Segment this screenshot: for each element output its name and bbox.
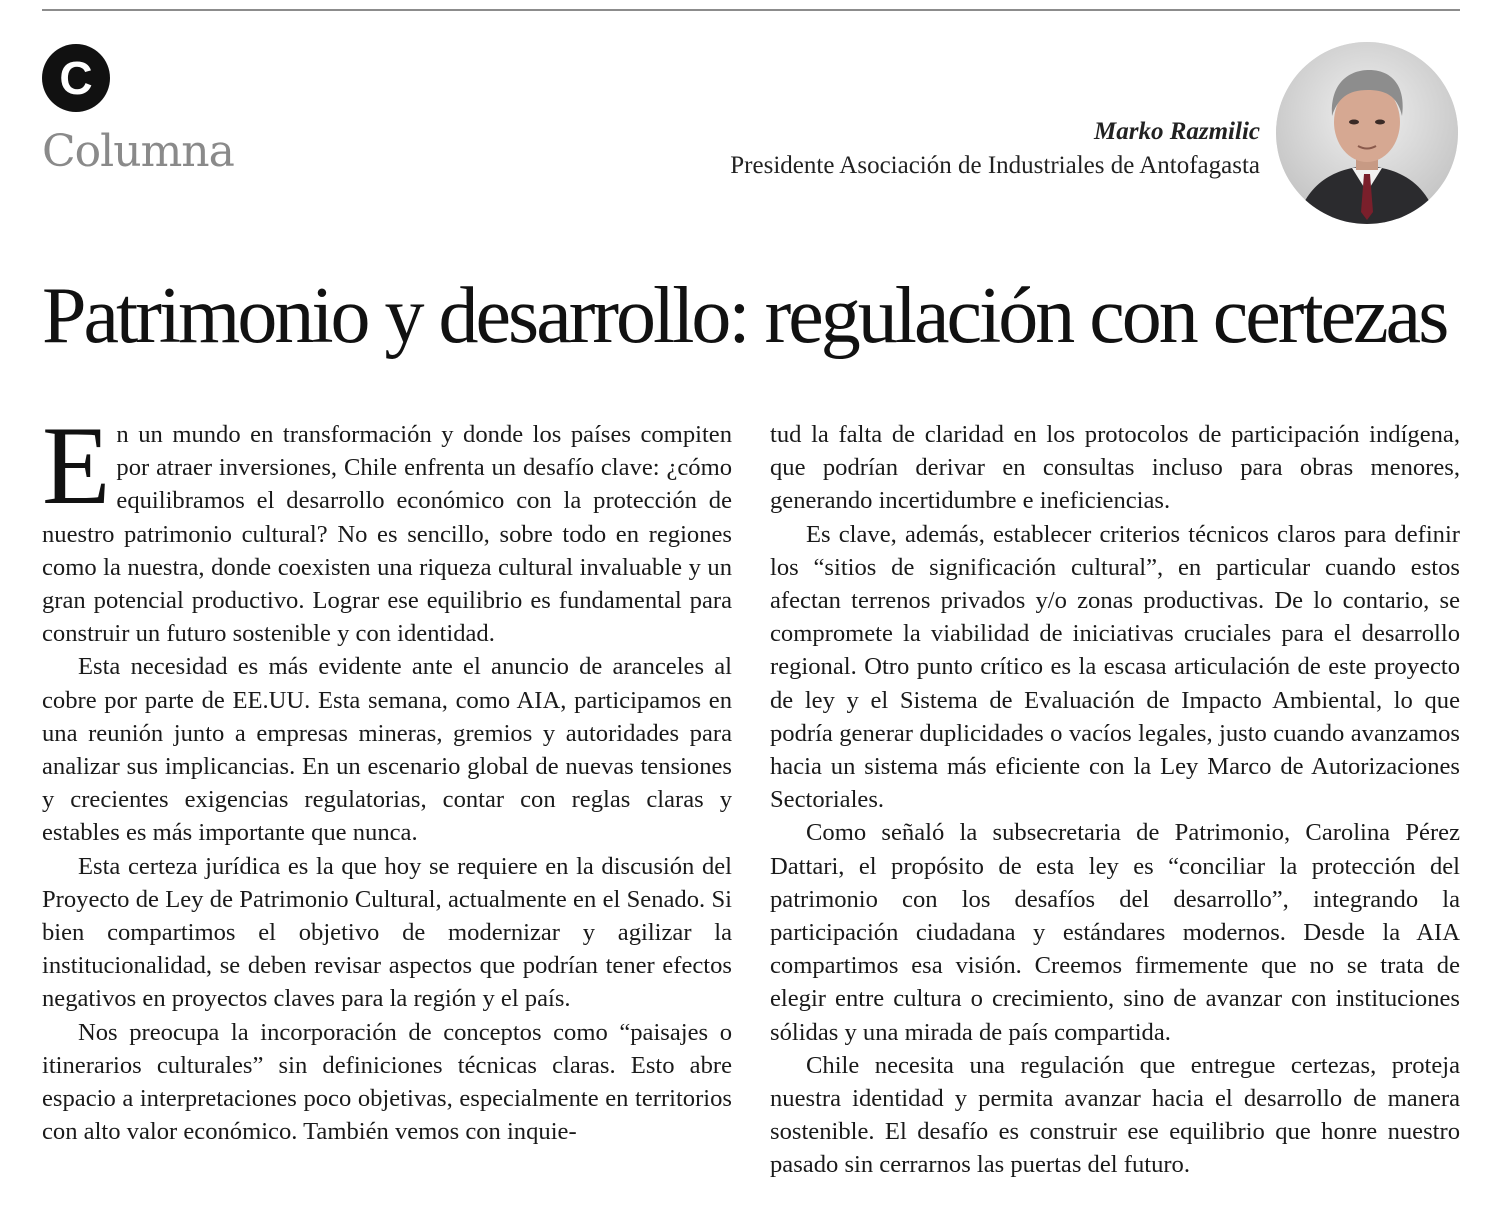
article-paragraph: Esta certeza jurídica es la que hoy se requiere en la discusión del Proyecto de Ley de Patrimonio Cultural, actualmente en el Senado. Si bien compartimos el objetivo de modernizar y agilizar la institucionalidad, se deben revisar aspectos que podrían tener efectos negativos en proyectos claves para la región y el país. [42,852,732,1013]
section-label: Columna [42,126,234,177]
top-rule [42,9,1460,11]
article-paragraph: Como señaló la subsecretaria de Patrimonio, Carolina Pérez Dattari, el propósito de esta ley es “conciliar la protección del patrimonio con los desafíos del desarrollo”, integrando la participación ciudadana y estándares modernos. Desde la AIA compartimos esa visión. Creemos firmemente que no se trata de elegir entre cultura o crecimiento, sino de avanzar con instituciones sólidas y una mirada de país compartida. [770,819,1460,1046]
article-paragraph: tud la falta de claridad en los protocolos de participación indígena, que podrían derivar en consultas incluso para obras menores, generando incertidumbre e ineficiencias. [770,421,1460,515]
article-paragraph: Chile necesita una regulación que entregue certezas, proteja nuestra identidad y permita avanzar hacia el desarrollo de manera sostenible. El desafío es construir ese equilibrio que honre nuestro pasado sin cerrarnos las puertas del futuro. [770,1051,1460,1179]
author-portrait-illustration [1276,42,1458,224]
author-photo [1276,42,1458,224]
section-badge: C [42,44,110,112]
article-paragraph: En un mundo en transformación y donde los países compiten por atraer inversiones, Chile enfrenta un desafío clave: ¿cómo equilibramos el desarrollo económico con la protección de nuestro patrimonio cultural? No es sencillo, sobre todo en regiones como la nuestra, donde coexisten una riqueza cultural invaluable y un gran potencial productivo. Lograr ese equilibrio es fundamental para construir un futuro sostenible y con identidad. [42,404,732,648]
article-paragraph: Esta necesidad es más evidente ante el anuncio de aranceles al cobre por parte de EE.UU. Esta semana, como AIA, participamos en una reunión junto a empresas mineras, gremios y autoridades para analizar sus implicancias. En un escenario global de nuevas tensiones y crecientes exigencias regulatorias, contar con reglas claras y estables es más importante que nunca. [42,653,732,847]
author-name: Marko Razmilic [1094,118,1260,145]
article-column-right [770,418,1460,1182]
article-column-left [42,404,732,1148]
article-paragraph: Nos preocupa la incorporación de conceptos como “paisajes o itinerarios culturales” sin definiciones técnicas claras. Esto abre espacio a interpretaciones poco objetivas, especialmente en territorios con alto valor económico. También vemos con inquie- [42,1018,732,1146]
drop-cap: E [42,404,111,528]
article-paragraph: Es clave, además, establecer criterios técnicos claros para definir los “sitios de significación cultural”, en particular cuando estos afectan terrenos privados y/o zonas productivas. De lo contario, se compromete la viabilidad de iniciativas cruciales para el desarrollo regional. Otro punto crítico es la escasa articulación de este proyecto de ley y el Sistema de Evaluación de Impacto Ambiental, lo que podría generar duplicidades o vacíos legales, justo cuando avanzamos hacia un sistema más eficiente con la Ley Marco de Autorizaciones Sectoriales. [770,520,1460,814]
author-role: Presidente Asociación de Industriales de Antofagasta [730,152,1260,179]
article-headline: Patrimonio y desarrollo: regulación con certezas [42,272,1447,360]
